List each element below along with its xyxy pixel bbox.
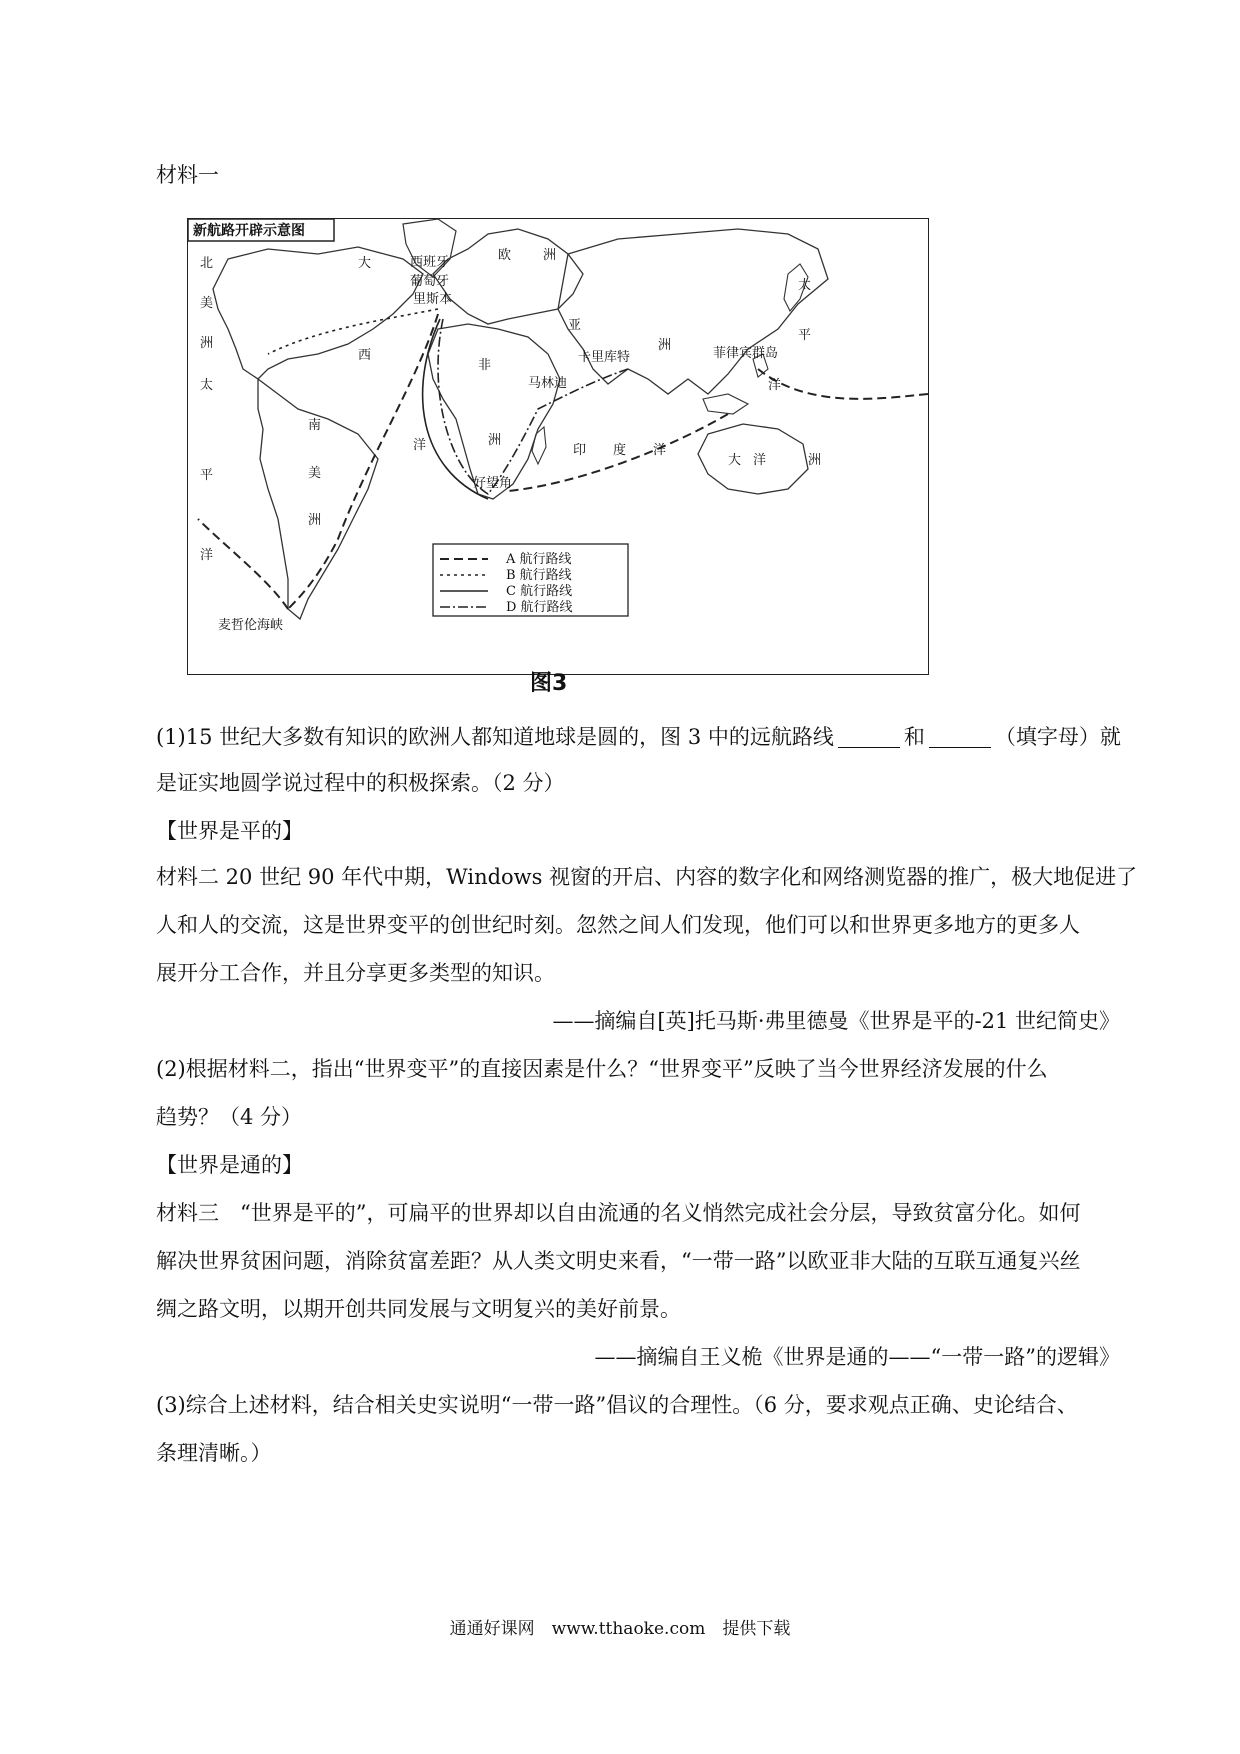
map-illustration bbox=[188, 219, 928, 674]
label-portugal: 葡萄牙 bbox=[410, 274, 450, 289]
label-pacific-left-ping: 平 bbox=[200, 468, 214, 483]
label-oceania-da: 大 bbox=[728, 453, 742, 468]
label-sa-mei: 美 bbox=[308, 466, 322, 481]
label-atlantic-da: 大 bbox=[358, 256, 372, 271]
material-one-label: 材料一 bbox=[156, 163, 219, 187]
indonesia-outline bbox=[703, 394, 748, 414]
label-atlantic-yang: 洋 bbox=[413, 438, 427, 453]
route-b-line bbox=[268, 309, 438, 354]
material-two-line-3: 展开分工合作，并且分享更多类型的知识。 bbox=[156, 961, 555, 985]
legend-a-label: A 航行路线 bbox=[506, 552, 572, 567]
madagascar-outline bbox=[532, 427, 546, 464]
q1-blank-1[interactable] bbox=[838, 727, 900, 748]
legend-d-label: D 航行路线 bbox=[506, 600, 573, 615]
label-philippines: 菲律宾群岛 bbox=[713, 346, 779, 361]
section-heading-flat: 【世界是平的】 bbox=[156, 819, 303, 843]
question-1-line-1 bbox=[156, 722, 1121, 752]
label-asia-zhou: 洲 bbox=[658, 338, 672, 353]
material-two-source: ——摘编自[英]托马斯·弗里德曼《世界是平的-21 世纪简史》 bbox=[552, 1009, 1120, 1033]
label-europe-zhou: 洲 bbox=[543, 248, 557, 263]
south-america-outline bbox=[258, 379, 378, 619]
label-america: 美 bbox=[200, 296, 214, 311]
label-sa-nan: 南 bbox=[308, 418, 322, 433]
label-lisbon: 里斯本 bbox=[413, 292, 453, 307]
figure-caption: 图3 bbox=[530, 671, 568, 696]
label-spain: 西班牙 bbox=[410, 255, 450, 270]
material-two-line-1: 材料二 20 世纪 90 年代中期，Windows 视窗的开启、内容的数字化和网络测览器的推广，极大地促进了 bbox=[156, 865, 1138, 889]
label-oceania-zhou: 洲 bbox=[808, 453, 822, 468]
q1-blank-2[interactable] bbox=[929, 727, 991, 748]
label-atlantic-xi: 西 bbox=[358, 348, 372, 363]
label-indian-yang: 洋 bbox=[653, 443, 667, 458]
label-pacific-right-yang: 洋 bbox=[768, 378, 782, 393]
material-two-line-2: 人和人的交流，这是世界变平的创世纪时刻。忽然之间人们发现，他们可以和世界更多地方的更多人 bbox=[156, 913, 1080, 937]
label-indian-yin: 印 bbox=[573, 443, 587, 458]
label-asia-ya: 亚 bbox=[568, 318, 582, 333]
label-pacific-left-yang: 洋 bbox=[200, 548, 214, 563]
label-malindi: 马林迪 bbox=[528, 376, 568, 391]
question-3-line-1: (3)综合上述材料，结合相关史实说明“一带一路”倡议的合理性。（6 分，要求观点正确、史论结合、 bbox=[156, 1393, 1078, 1417]
route-a-east bbox=[758, 369, 928, 399]
q1-text-part2: 和 bbox=[903, 725, 925, 749]
asia-outline bbox=[558, 229, 828, 394]
label-calicut: 卡里库特 bbox=[578, 350, 631, 365]
q1-text-part1: (1)15 世纪大多数有知识的欧洲人都知道地球是圆的，图 3 中的远航路线 bbox=[156, 725, 834, 749]
africa-outline bbox=[428, 324, 560, 499]
label-pacific-left-tai: 太 bbox=[200, 378, 214, 393]
page-footer: 通通好课网 www.tthaoke.com 提供下载 bbox=[449, 1619, 791, 1639]
section-heading-connected: 【世界是通的】 bbox=[156, 1153, 303, 1177]
material-three-line-3: 绸之路文明，以期开创共同发展与文明复兴的美好前景。 bbox=[156, 1297, 681, 1321]
label-cape-of-good-hope: 好望角 bbox=[473, 476, 513, 491]
label-north: 北 bbox=[200, 256, 214, 271]
material-three-line-2: 解决世界贫困问题，消除贫富差距？从人类文明史来看，“一带一路”以欧亚非大陆的互联互通复兴丝 bbox=[156, 1249, 1081, 1273]
question-3-line-2: 条理清晰。） bbox=[156, 1441, 272, 1465]
europe-outline bbox=[433, 229, 583, 324]
route-c-line bbox=[423, 319, 488, 499]
material-three-source: ——摘编自王义桅《世界是通的——“一带一路”的逻辑》 bbox=[594, 1345, 1120, 1369]
label-europe-ou: 欧 bbox=[498, 248, 512, 263]
new-route-map bbox=[187, 218, 929, 675]
map-title: 新航路开辟示意图 bbox=[193, 223, 305, 239]
label-continent-na: 洲 bbox=[200, 336, 214, 351]
label-pacific-right-ping: 平 bbox=[798, 328, 812, 343]
label-sa-zhou: 洲 bbox=[308, 513, 322, 528]
question-2-line-1: (2)根据材料二，指出“世界变平”的直接因素是什么？“世界变平”反映了当今世界经济发展的什么 bbox=[156, 1057, 1048, 1081]
label-africa-zhou: 洲 bbox=[488, 433, 502, 448]
legend-b-label: B 航行路线 bbox=[506, 568, 572, 583]
north-america-outline bbox=[213, 247, 423, 379]
label-pacific-right-tai: 太 bbox=[798, 278, 812, 293]
material-three-line-1: 材料三 “世界是平的”，可扁平的世界却以自由流通的名义悄然完成社会分层，导致贫富分化。如何 bbox=[156, 1201, 1081, 1225]
route-d-line bbox=[438, 319, 631, 494]
label-indian-du: 度 bbox=[613, 443, 627, 458]
label-africa-fei: 非 bbox=[478, 358, 492, 373]
label-oceania-yang: 洋 bbox=[753, 453, 767, 468]
question-2-line-2: 趋势？（4 分） bbox=[156, 1105, 303, 1129]
question-1-line-2: 是证实地圆学说过程中的积极探索。（2 分） bbox=[156, 771, 565, 795]
label-magellan-strait: 麦哲伦海峡 bbox=[218, 618, 284, 633]
legend-c-label: C 航行路线 bbox=[506, 584, 573, 599]
route-a-pacific bbox=[198, 519, 288, 609]
q1-text-part3: （填字母）就 bbox=[994, 725, 1121, 749]
